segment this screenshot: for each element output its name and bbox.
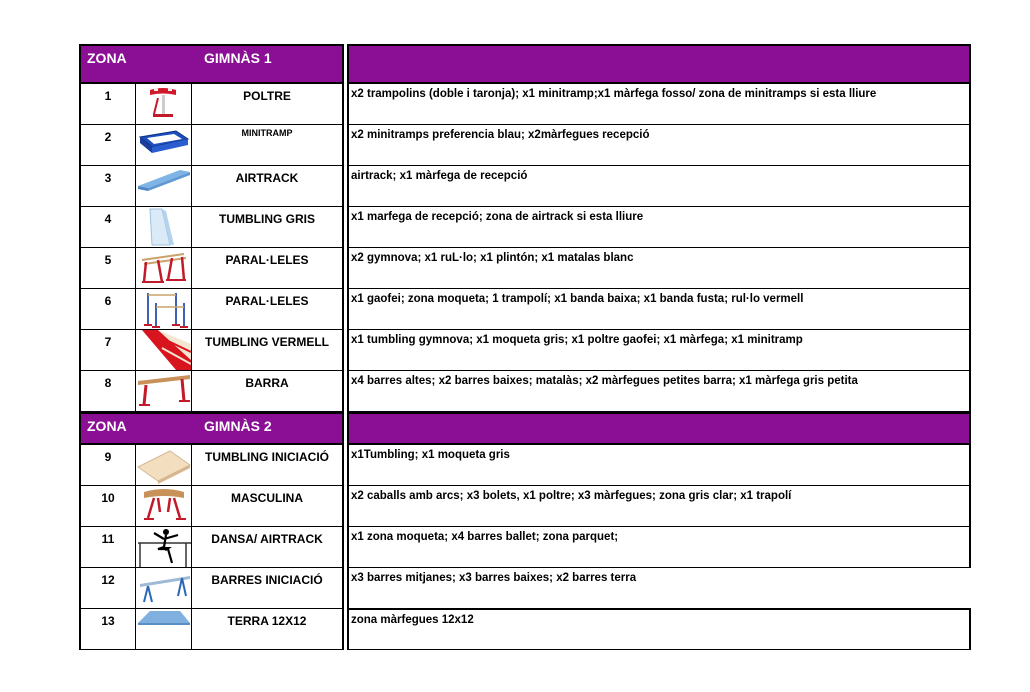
section-header-gym1: [79, 44, 344, 84]
table-row: [79, 84, 344, 125]
balance-beam-icon: [136, 371, 192, 411]
table-row: [79, 371, 344, 412]
table-row: [79, 609, 344, 650]
zone-number: 9: [81, 445, 136, 485]
parallel-bars-icon: [136, 248, 192, 288]
table-row: [79, 330, 344, 371]
table-row: [79, 445, 344, 486]
equipment-description: x3 barres mitjanes; x3 barres baixes; x2 barres terra: [347, 568, 971, 609]
apparatus-name: MINITRAMP: [241, 128, 293, 138]
apparatus-name: BARRES INICIACIÓ: [211, 573, 323, 587]
mini-trampoline-icon: [136, 125, 192, 165]
zona-label: ZONA: [87, 418, 127, 434]
apparatus-name: PARAL·LELES: [225, 294, 309, 308]
low-beam-icon: [136, 568, 192, 608]
zone-number: 7: [81, 330, 136, 370]
section-header-gym2: [79, 412, 344, 445]
table-row: [79, 125, 344, 166]
equipment-description: x1 marfega de recepció; zona de airtrack si esta lliure: [347, 207, 971, 248]
equipment-description: x2 minitramps preferencia blau; x2màrfegues recepció: [347, 125, 971, 166]
zones-table-left: [79, 44, 344, 650]
apparatus-name: TUMBLING VERMELL: [205, 335, 329, 349]
equipment-description: x1 zona moqueta; x4 barres ballet; zona parquet;: [347, 527, 971, 568]
table-row: [79, 527, 344, 568]
gym-label: GIMNÀS 2: [204, 418, 272, 434]
equipment-description: airtrack; x1 màrfega de recepció: [347, 166, 971, 207]
apparatus-name: TERRA 12X12: [227, 614, 307, 628]
zone-number: 4: [81, 207, 136, 247]
apparatus-name: MASCULINA: [231, 491, 303, 505]
zone-number: 11: [81, 527, 136, 567]
zone-number: 10: [81, 486, 136, 526]
floor-mat-icon: [136, 609, 192, 649]
table-row: [79, 207, 344, 248]
zona-label: ZONA: [87, 50, 127, 66]
apparatus-name: BARRA: [245, 376, 289, 390]
table-row: [79, 166, 344, 207]
table-row: [79, 568, 344, 609]
section-header-bar: [347, 412, 971, 445]
apparatus-name: TUMBLING GRIS: [219, 212, 315, 226]
equipment-description: x2 caballs amb arcs; x3 bolets, x1 poltre; x3 màrfegues; zona gris clar; x1 trapolí: [347, 486, 971, 527]
apparatus-name: DANSA/ AIRTRACK: [211, 532, 323, 546]
zone-number: 1: [81, 84, 136, 124]
apparatus-name: AIRTRACK: [235, 171, 299, 185]
zone-number: 12: [81, 568, 136, 608]
uneven-bars-icon: [136, 289, 192, 329]
table-row: [79, 486, 344, 527]
equipment-description: x4 barres altes; x2 barres baixes; matalàs; x2 màrfegues petites barra; x1 màrfega gris petita: [347, 371, 971, 412]
ballet-dancer-icon: [136, 527, 192, 567]
table-row: [79, 248, 344, 289]
zones-table-right: [347, 44, 971, 650]
apparatus-name: POLTRE: [243, 89, 291, 103]
apparatus-name: PARAL·LELES: [225, 253, 309, 267]
table-row: [79, 289, 344, 330]
equipment-description: x1 tumbling gymnova; x1 moqueta gris; x1 poltre gaofei; x1 màrfega; x1 minitramp: [347, 330, 971, 371]
vault-horse-icon: [136, 486, 192, 526]
equipment-description: x2 gymnova; x1 ruL·lo; x1 plintón; x1 matalas blanc: [347, 248, 971, 289]
zone-number: 13: [81, 609, 136, 649]
pommel-horse-icon: [136, 84, 192, 124]
equipment-description: x1 gaofei; zona moqueta; 1 trampolí; x1 banda baixa; x1 banda fusta; rul·lo vermell: [347, 289, 971, 330]
tumbling-mat-icon: [136, 207, 192, 247]
equipment-description: zona màrfegues 12x12: [347, 609, 971, 650]
zone-number: 2: [81, 125, 136, 165]
zone-number: 8: [81, 371, 136, 411]
zone-number: 5: [81, 248, 136, 288]
equipment-description: x1Tumbling; x1 moqueta gris: [347, 445, 971, 486]
red-tumbling-icon: [136, 330, 192, 370]
zone-number: 3: [81, 166, 136, 206]
zone-number: 6: [81, 289, 136, 329]
beige-mat-icon: [136, 445, 192, 485]
equipment-description: x2 trampolins (doble i taronja); x1 minitramp;x1 màrfega fosso/ zona de minitramps si esta lliure: [347, 84, 971, 125]
apparatus-name: TUMBLING INICIACIÓ: [205, 450, 329, 464]
section-header-bar: [347, 44, 971, 84]
airtrack-icon: [136, 166, 192, 206]
gym-label: GIMNÀS 1: [204, 50, 272, 66]
